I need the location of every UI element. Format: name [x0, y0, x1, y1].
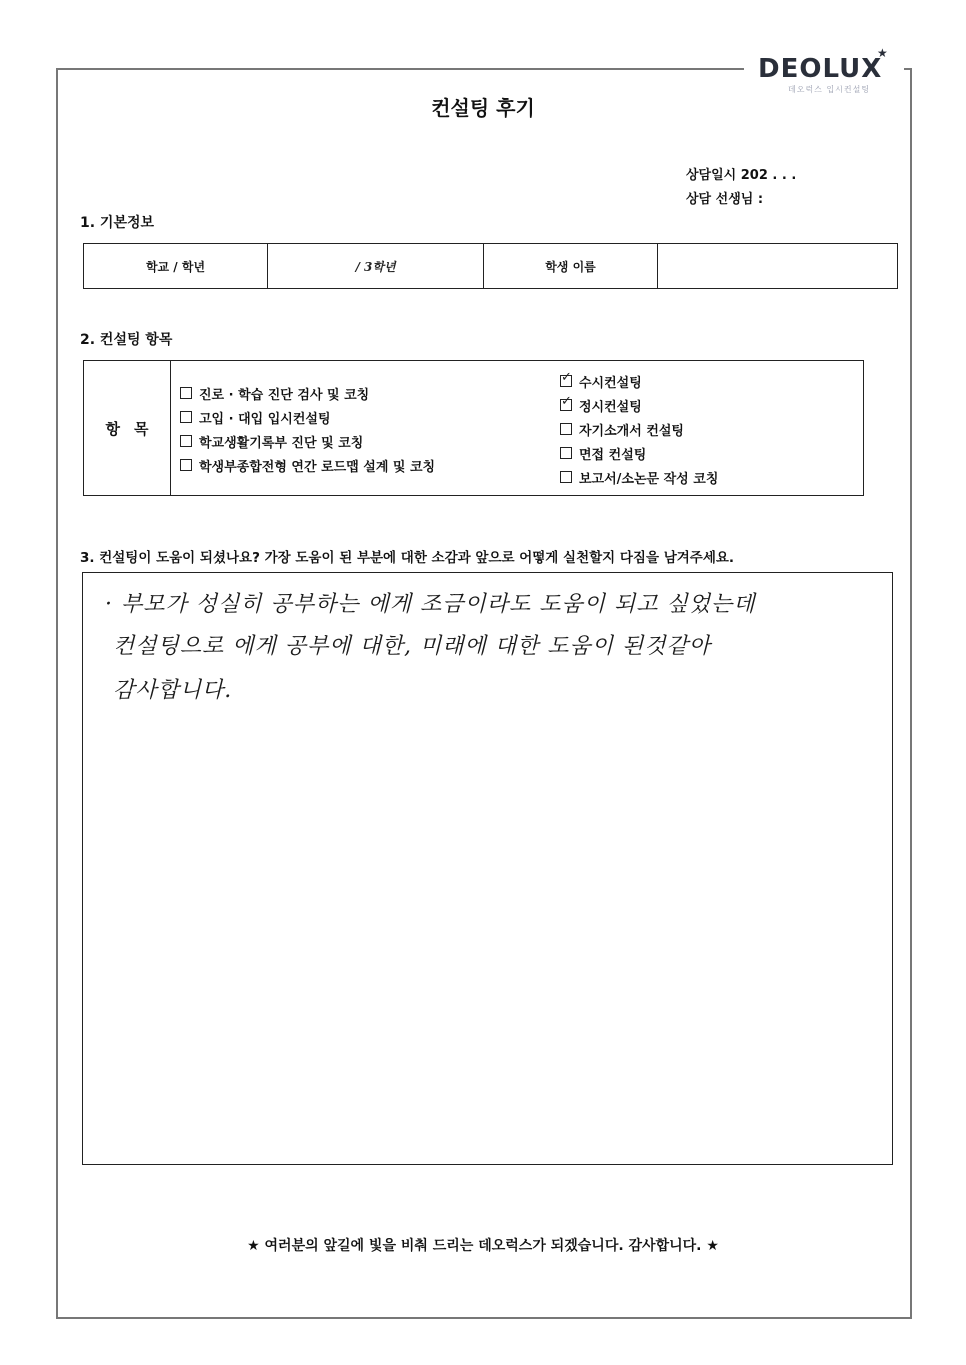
- logo-star-icon: ★: [877, 46, 888, 60]
- item-option[interactable]: 자기소개서 컨설팅: [560, 417, 718, 441]
- consult-teacher-label: 상담 선생님 :: [686, 192, 764, 207]
- checkbox-icon[interactable]: [180, 411, 192, 423]
- items-label: 항목: [84, 361, 171, 495]
- answer-textarea[interactable]: [82, 572, 893, 1165]
- checkbox-icon[interactable]: [180, 459, 192, 471]
- consulting-items-box: [83, 360, 864, 496]
- item-option[interactable]: 학교생활기록부 진단 및 코칭: [180, 429, 435, 453]
- section-items-title: 2. 컨설팅 항목: [80, 332, 173, 348]
- checkbox-checked-icon[interactable]: [560, 375, 572, 387]
- answer-line: 감사합니다.: [113, 678, 233, 703]
- school-grade-value[interactable]: / 3학년: [268, 244, 484, 289]
- answer-line: 컨설팅으로 에게 공부에 대한, 미래에 대한 도움이 된것같아: [113, 634, 711, 659]
- question-text: 3. 컨설팅이 도움이 되셨나요? 가장 도움이 된 부분에 대한 소감과 앞으로 어떻게 실천할지 다짐을 남겨주세요.: [80, 550, 735, 566]
- item-option[interactable]: 고입 · 대입 입시컨설팅: [180, 405, 435, 429]
- footer-message: ★ 여러분의 앞길에 빛을 비춰 드리는 데오럭스가 되겠습니다. 감사합니다. ★: [247, 1238, 719, 1254]
- item-option[interactable]: ✓ 수시컨설팅: [560, 369, 718, 393]
- item-option[interactable]: ✓ 정시컨설팅: [560, 393, 718, 417]
- brand-subtitle: 데오럭스 입시컨설팅: [788, 85, 871, 94]
- item-option[interactable]: 면접 컨설팅: [560, 441, 718, 465]
- checkbox-icon[interactable]: [180, 435, 192, 447]
- checkbox-icon[interactable]: [560, 471, 572, 483]
- item-option[interactable]: 보고서/소논문 작성 코칭: [560, 465, 718, 489]
- items-left-column: [180, 381, 435, 477]
- checkbox-checked-icon[interactable]: [560, 399, 572, 411]
- consult-date-label: 상담일시 202 . . .: [686, 168, 797, 183]
- section-basic-title: 1. 기본정보: [80, 215, 155, 231]
- checkbox-icon[interactable]: [560, 447, 572, 459]
- student-name-label: 학생 이름: [484, 244, 658, 289]
- checkbox-icon[interactable]: [560, 423, 572, 435]
- item-option[interactable]: 진로 · 학습 진단 검사 및 코칭: [180, 381, 435, 405]
- answer-line: · 부모가 성실히 공부하는 에게 조금이라도 도움이 되고 싶었는데: [105, 592, 756, 617]
- page-title: 컨설팅 후기: [431, 96, 535, 120]
- basic-info-table: [83, 243, 898, 289]
- student-name-value[interactable]: [658, 244, 898, 289]
- item-option[interactable]: 학생부종합전형 연간 로드맵 설계 및 코칭: [180, 453, 435, 477]
- items-right-column: [560, 369, 718, 489]
- school-grade-label: 학교 / 학년: [84, 244, 268, 289]
- checkbox-icon[interactable]: [180, 387, 192, 399]
- brand-logo: DEOLUX: [758, 54, 883, 84]
